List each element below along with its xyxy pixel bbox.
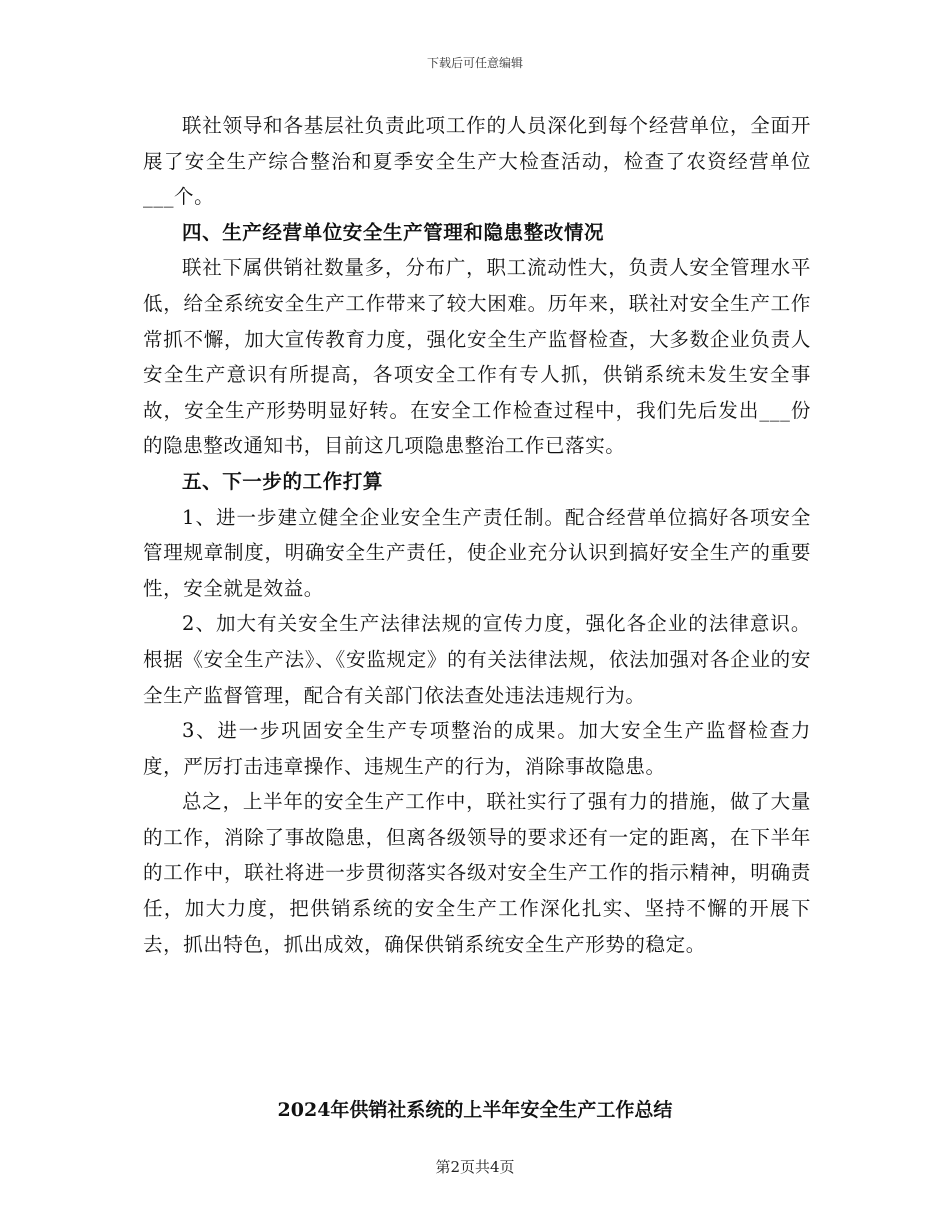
section-heading-4: 四、生产经营单位安全生产管理和隐患整改情况 (182, 220, 605, 244)
page-header: 下载后可任意编辑 (426, 56, 523, 70)
paragraph-1: 联社领导和各基层社负责此项工作的人员深化到每个经营单位，全面开展了安全生产综合整治和夏季安全生产大检查活动，检查了农资经营单位___个。 (143, 114, 811, 209)
paragraph-2: 联社下属供销社数量多，分布广，职工流动性大，负责人安全管理水平低，给全系统安全生产工作带来了较大困难。历年来，联社对安全生产工作常抓不懈，加大宣传教育力度，强化安全生产监督检查，大多数企业负责人安全生产意识有所提高，各项安全工作有专人抓，供销系统未发生安全事故，安全生产形势明显好转。在安全工作检查过程中，我们先后发出___份的隐患整改通知书，目前这几项隐患整治工作已落实。 (143, 256, 811, 458)
paragraph-3: 1、进一步建立健全企业安全生产责任制。配合经营单位搞好各项安全管理规章制度，明确安全生产责任，使企业充分认识到搞好安全生产的重要性，安全就是效益。 (143, 505, 811, 600)
document-body (143, 108, 811, 962)
next-document-title: 2024年供销社系统的上半年安全生产工作总结 (277, 1099, 673, 1121)
paragraph-4: 2、加大有关安全生产法律法规的宣传力度，强化各企业的法律意识。根据《安全生产法》、《安监规定》的有关法律法规，依法加强对各企业的安全生产监督管理，配合有关部门依法查处违法违规行为。 (143, 612, 811, 707)
page-footer: 第2页共4页 (435, 1158, 515, 1176)
section-heading-5: 五、下一步的工作打算 (182, 469, 384, 493)
paragraph-5: 3、进一步巩固安全生产专项整治的成果。加大安全生产监督检查力度，严厉打击违章操作、违规生产的行为，消除事故隐患。 (143, 719, 811, 778)
paragraph-6: 总之，上半年的安全生产工作中，联社实行了强有力的措施，做了大量的工作，消除了事故隐患，但离各级领导的要求还有一定的距离，在下半年的工作中，联社将进一步贯彻落实各级对安全生产工作的指示精神，明确责任，加大力度，把供销系统的安全生产工作深化扎实、坚持不懈的开展下去，抓出特色，抓出成效，确保供销系统安全生产形势的稳定。 (143, 790, 811, 956)
